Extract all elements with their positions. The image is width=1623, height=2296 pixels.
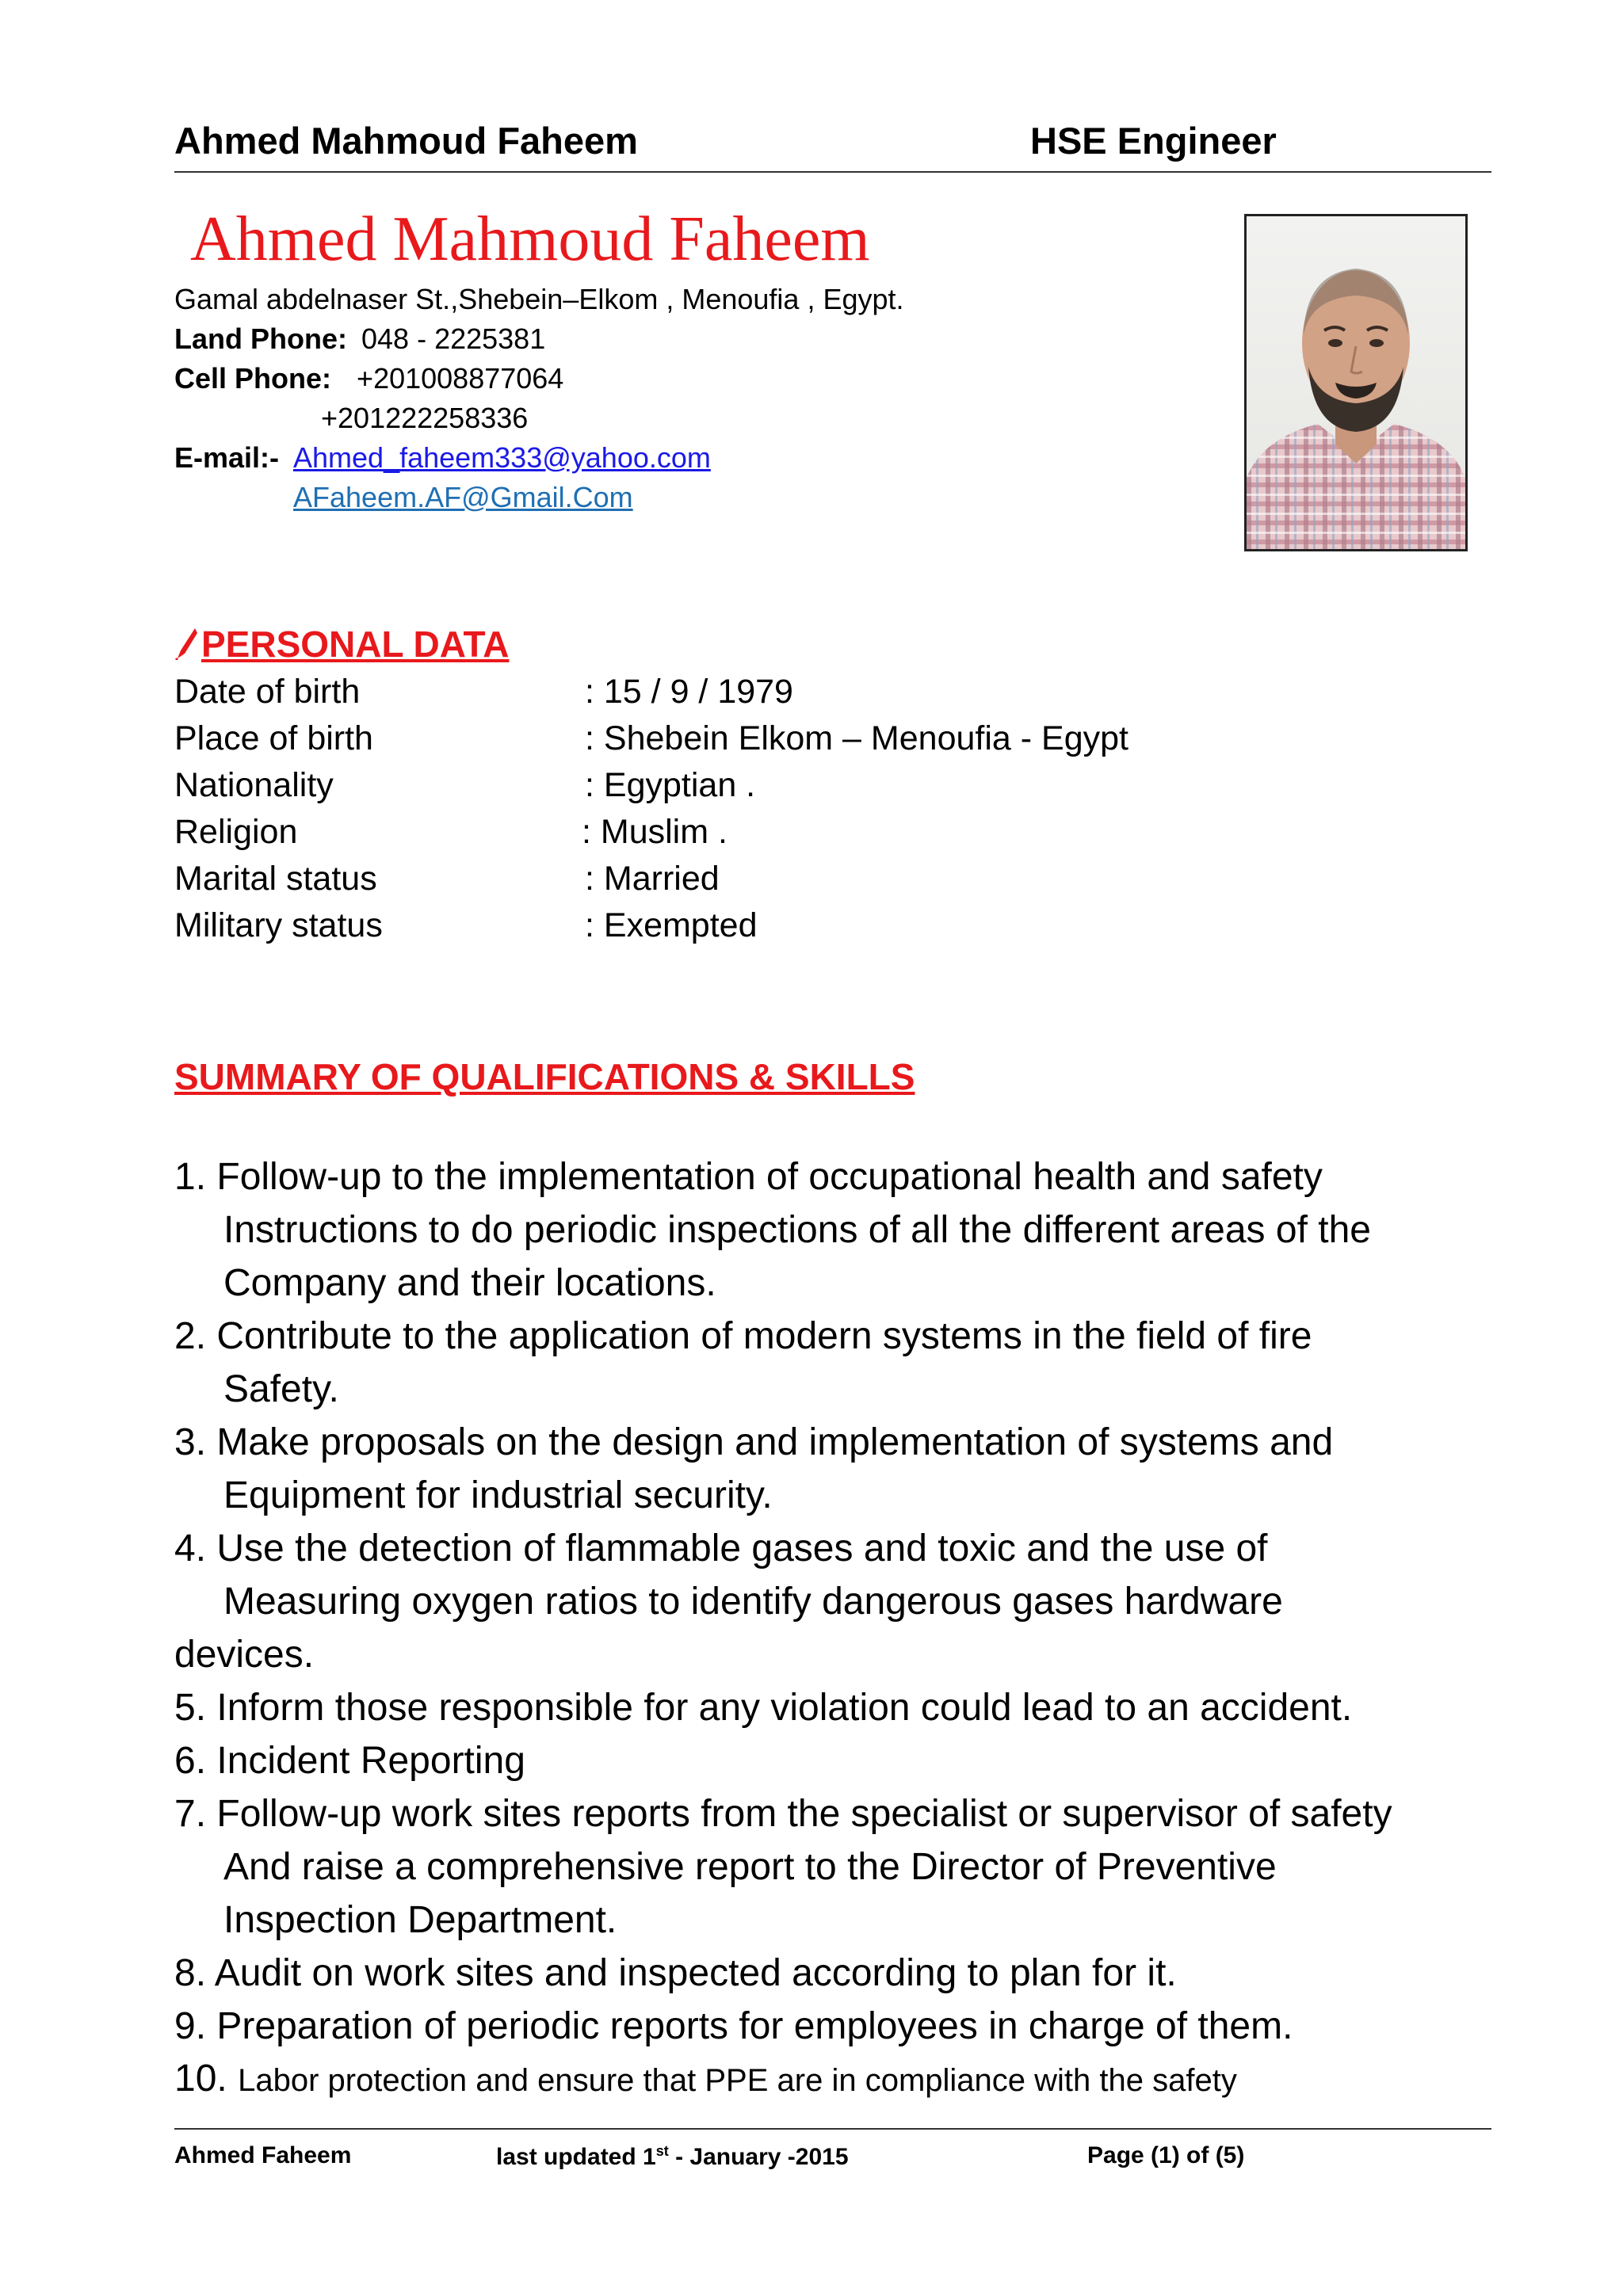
footer-updated-sup: st bbox=[655, 2143, 669, 2159]
personal-data-heading-text: PERSONAL DATA bbox=[201, 624, 510, 665]
summary-line: Safety. bbox=[223, 1368, 339, 1410]
marital-label: Marital status bbox=[174, 860, 377, 898]
cell-phone-label: Cell Phone: bbox=[174, 362, 332, 395]
summary-line-10 bbox=[174, 2060, 1237, 2098]
footer-page-number: Page (1) of (5) bbox=[1087, 2142, 1245, 2168]
full-name: Ahmed Mahmoud Faheem bbox=[190, 204, 870, 274]
nationality-label: Nationality bbox=[174, 766, 334, 804]
person-portrait-icon bbox=[1247, 216, 1465, 549]
header-rule bbox=[174, 171, 1491, 173]
summary-line: devices. bbox=[174, 1634, 315, 1676]
footer-updated-prefix: last updated 1 bbox=[496, 2144, 656, 2170]
email-label: E-mail:- bbox=[174, 441, 280, 474]
summary-line: 3. Make proposals on the design and implementation of systems and bbox=[174, 1421, 1334, 1463]
military-label: Military status bbox=[174, 906, 383, 944]
cell-phone-value-2: +201222258336 bbox=[321, 402, 529, 434]
land-phone-value: 048 - 2225381 bbox=[361, 322, 546, 355]
email-row bbox=[174, 441, 280, 474]
marital-value: : Married bbox=[585, 860, 720, 898]
email-link-gmail[interactable]: AFaheem.AF@Gmail.Com bbox=[293, 481, 633, 513]
summary-line-10-number: 10. bbox=[174, 2058, 227, 2100]
summary-line: Measuring oxygen ratios to identify dangerous gases hardware bbox=[223, 1581, 1283, 1623]
address: Gamal abdelnaser St.,Shebein–Elkom , Menoufia , Egypt. bbox=[174, 283, 904, 315]
header-name: Ahmed Mahmoud Faheem bbox=[174, 120, 638, 162]
land-phone-label: Land Phone: bbox=[174, 322, 347, 355]
military-value: : Exempted bbox=[585, 906, 758, 944]
summary-line: Instructions to do periodic inspections of all the different areas of the bbox=[223, 1209, 1371, 1251]
land-phone-row bbox=[174, 322, 546, 355]
nationality-value: : Egyptian . bbox=[585, 766, 756, 804]
summary-heading: SUMMARY OF QUALIFICATIONS & SKILLS bbox=[174, 1056, 915, 1097]
pen-nib-icon bbox=[174, 627, 201, 666]
summary-line: 1. Follow-up to the implementation of occupational health and safety bbox=[174, 1156, 1323, 1198]
header-job-title: HSE Engineer bbox=[1030, 120, 1277, 162]
profile-photo bbox=[1244, 214, 1468, 551]
footer-updated bbox=[496, 2144, 849, 2169]
summary-line: Equipment for industrial security. bbox=[223, 1474, 773, 1516]
pob-value: : Shebein Elkom – Menoufia - Egypt bbox=[585, 719, 1128, 757]
religion-value: : Muslim . bbox=[582, 813, 727, 851]
cell-phone-row bbox=[174, 364, 563, 393]
summary-line: Company and their locations. bbox=[223, 1262, 716, 1304]
summary-line: And raise a comprehensive report to the Director of Preventive bbox=[223, 1846, 1277, 1888]
summary-line: 6. Incident Reporting bbox=[174, 1740, 525, 1782]
summary-line: 5. Inform those responsible for any violation could lead to an accident. bbox=[174, 1687, 1353, 1729]
summary-line: Inspection Department. bbox=[223, 1899, 617, 1941]
summary-line: 9. Preparation of periodic reports for employees in charge of them. bbox=[174, 2005, 1293, 2047]
dob-value: : 15 / 9 / 1979 bbox=[585, 673, 793, 711]
religion-label: Religion bbox=[174, 813, 298, 851]
pob-label: Place of birth bbox=[174, 719, 373, 757]
dob-label: Date of birth bbox=[174, 673, 361, 711]
summary-line: 8. Audit on work sites and inspected according to plan for it. bbox=[174, 1952, 1177, 1994]
personal-data-heading bbox=[174, 626, 509, 666]
summary-line: 2. Contribute to the application of modern systems in the field of fire bbox=[174, 1315, 1312, 1357]
summary-line-10-text: Labor protection and ensure that PPE are in compliance with the safety bbox=[238, 2063, 1237, 2098]
summary-line: 4. Use the detection of flammable gases and toxic and the use of bbox=[174, 1527, 1268, 1569]
cell-phone-value-1: +201008877064 bbox=[357, 362, 564, 395]
summary-line: 7. Follow-up work sites reports from the specialist or supervisor of safety bbox=[174, 1793, 1392, 1835]
footer-rule bbox=[174, 2128, 1491, 2130]
footer-updated-suffix: - January -2015 bbox=[668, 2144, 849, 2170]
email-link-yahoo[interactable]: Ahmed_faheem333@yahoo.com bbox=[293, 441, 711, 474]
footer-name: Ahmed Faheem bbox=[174, 2142, 352, 2168]
